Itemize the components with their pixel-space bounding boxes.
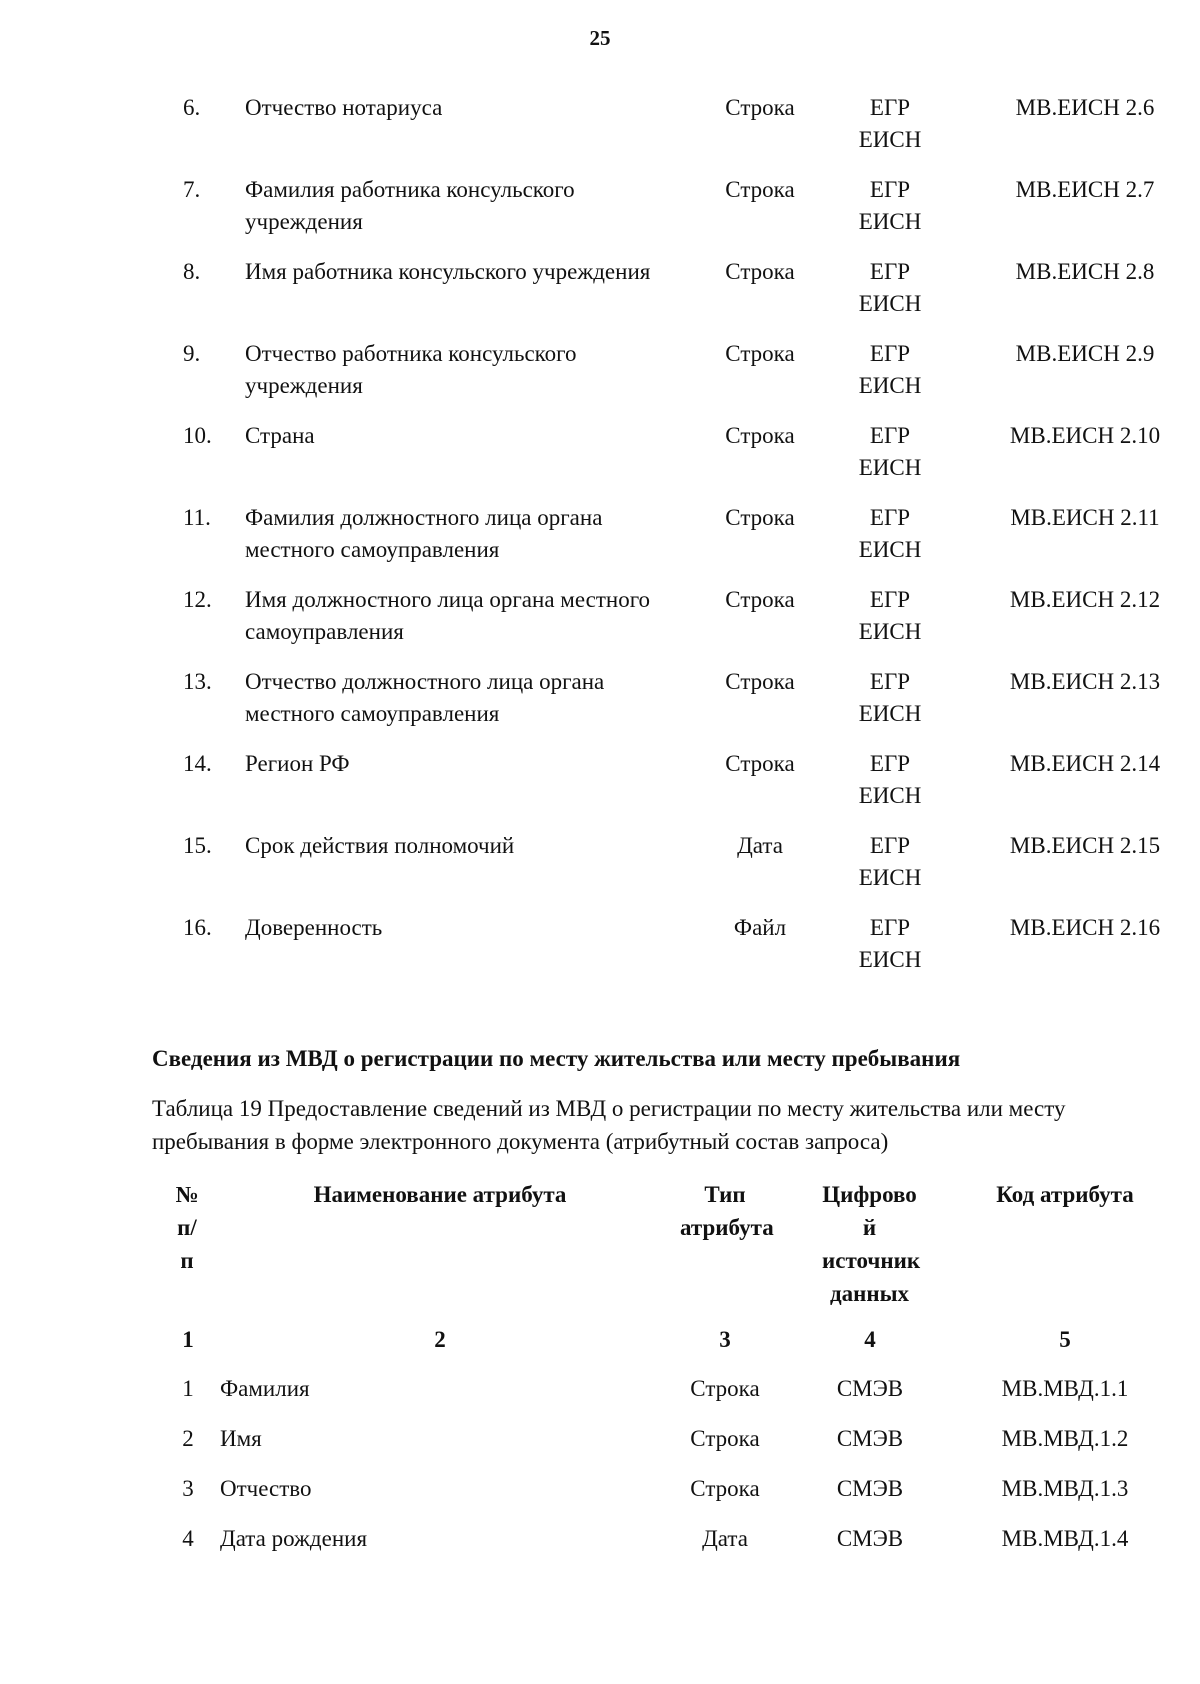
column-number: 3 [719, 1327, 731, 1352]
data-source: ЕГР ЕИСН [858, 177, 922, 234]
header-name: Наименование атрибута [313, 1182, 567, 1207]
row-number: 15. [183, 833, 212, 858]
column-number: 1 [182, 1327, 194, 1352]
attribute-name: Доверенность [245, 915, 383, 940]
data-source: ЕГР ЕИСН [858, 259, 922, 316]
attribute-name: Отчество должностного лица органа местного самоуправления [245, 669, 605, 726]
row-number: 11. [183, 505, 211, 530]
data-source: ЕГР ЕИСН [858, 587, 922, 644]
data-source: ЕГР ЕИСН [858, 669, 922, 726]
attribute-name: Фамилия должностного лица органа местного самоуправления [245, 505, 603, 562]
row-number: 10. [183, 423, 212, 448]
attribute-code: МВ.ЕИСН 2.8 [1015, 259, 1155, 284]
row-number: 12. [183, 587, 212, 612]
attribute-code: МВ.ЕИСН 2.14 [1009, 751, 1161, 776]
attribute-code: МВ.МВД.1.4 [1001, 1526, 1129, 1551]
attribute-code: МВ.ЕИСН 2.15 [1009, 833, 1161, 858]
page-number: 25 [589, 26, 611, 50]
attribute-type: Строка [690, 1476, 760, 1501]
data-source: ЕГР ЕИСН [858, 915, 922, 972]
row-number: 4 [182, 1526, 194, 1551]
data-source: СМЭВ [836, 1376, 904, 1401]
row-number: 9. [183, 341, 201, 366]
header-source: Цифрово й источник данных [822, 1182, 921, 1306]
attribute-name: Дата рождения [220, 1526, 368, 1551]
attribute-name: Имя [220, 1426, 262, 1451]
attribute-code: МВ.ЕИСН 2.6 [1015, 95, 1155, 120]
attribute-type: Дата [702, 1526, 748, 1551]
attribute-code: МВ.МВД.1.2 [1001, 1426, 1129, 1451]
header-code: Код атрибута [996, 1182, 1134, 1207]
attribute-name: Отчество нотариуса [245, 95, 443, 120]
attribute-type: Строка [725, 259, 795, 284]
attribute-code: МВ.ЕИСН 2.16 [1009, 915, 1161, 940]
data-source: СМЭВ [836, 1476, 904, 1501]
attribute-type: Строка [725, 587, 795, 612]
attribute-name: Фамилия работника консульского учреждения [245, 177, 575, 234]
section-heading: Сведения из МВД о регистрации по месту жительства или месту пребывания [152, 1046, 961, 1071]
attribute-code: МВ.МВД.1.1 [1001, 1376, 1129, 1401]
data-source: ЕГР ЕИСН [858, 423, 922, 480]
attribute-type: Строка [690, 1426, 760, 1451]
data-source: ЕГР ЕИСН [858, 833, 922, 890]
attribute-type: Строка [690, 1376, 760, 1401]
attribute-type: Дата [737, 833, 783, 858]
table-caption: Таблица 19 Предоставление сведений из МВД о регистрации по месту жительства или месту пребывания в форме электронного документа (атрибутный состав запроса) [152, 1096, 1066, 1154]
header-type: Тип атрибута [680, 1182, 774, 1240]
data-source: ЕГР ЕИСН [858, 505, 922, 562]
attribute-name: Фамилия [220, 1376, 310, 1401]
row-number: 14. [183, 751, 212, 776]
attribute-type: Файл [733, 915, 787, 940]
attribute-name: Отчество работника консульского учреждения [245, 341, 577, 398]
attribute-type: Строка [725, 95, 795, 120]
data-source: ЕГР ЕИСН [858, 751, 922, 808]
row-number: 13. [183, 669, 212, 694]
attribute-type: Строка [725, 423, 795, 448]
header-number: № п/ п [175, 1182, 199, 1273]
column-number: 2 [434, 1327, 446, 1352]
attribute-code: МВ.ЕИСН 2.11 [1010, 505, 1160, 530]
row-number: 8. [183, 259, 201, 284]
attribute-type: Строка [725, 751, 795, 776]
attribute-code: МВ.ЕИСН 2.7 [1015, 177, 1155, 202]
row-number: 1 [182, 1376, 194, 1401]
attribute-name: Имя работника консульского учреждения [245, 259, 651, 284]
attribute-code: МВ.МВД.1.3 [1001, 1476, 1129, 1501]
row-number: 6. [183, 95, 201, 120]
data-source: ЕГР ЕИСН [858, 95, 922, 152]
column-number: 4 [864, 1327, 876, 1352]
row-number: 16. [183, 915, 212, 940]
attribute-code: МВ.ЕИСН 2.12 [1009, 587, 1161, 612]
attribute-name: Регион РФ [245, 751, 350, 776]
attribute-name: Страна [245, 423, 315, 448]
row-number: 7. [183, 177, 201, 202]
attribute-type: Строка [725, 505, 795, 530]
attribute-type: Строка [725, 341, 795, 366]
attribute-type: Строка [725, 669, 795, 694]
column-number: 5 [1059, 1327, 1071, 1352]
attribute-code: МВ.ЕИСН 2.9 [1015, 341, 1155, 366]
data-source: ЕГР ЕИСН [858, 341, 922, 398]
data-source: СМЭВ [836, 1426, 904, 1451]
attribute-code: МВ.ЕИСН 2.13 [1009, 669, 1161, 694]
attribute-type: Строка [725, 177, 795, 202]
row-number: 2 [182, 1426, 194, 1451]
attribute-name: Отчество [220, 1476, 312, 1501]
row-number: 3 [182, 1476, 194, 1501]
attribute-name: Срок действия полномочий [245, 833, 515, 858]
attribute-name: Имя должностного лица органа местного самоуправления [245, 587, 651, 644]
data-source: СМЭВ [836, 1526, 904, 1551]
attribute-code: МВ.ЕИСН 2.10 [1009, 423, 1161, 448]
